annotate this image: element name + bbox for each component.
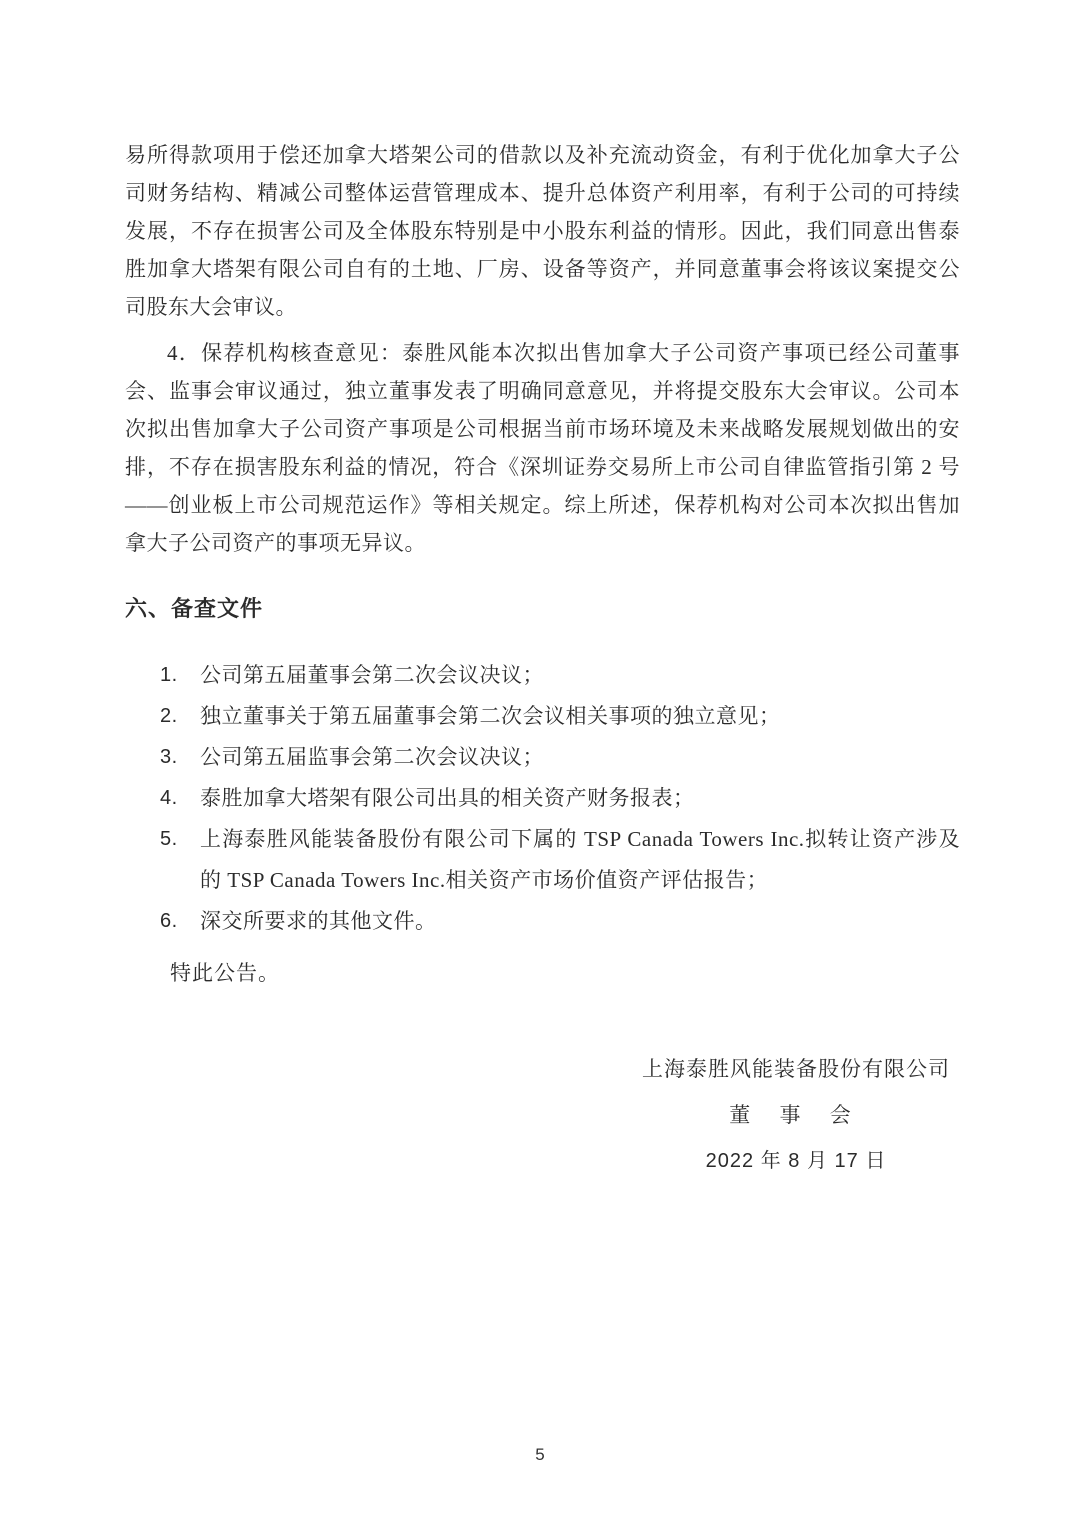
list-item — [125, 901, 960, 942]
list-item-text: 公司第五届监事会第二次会议决议； — [200, 745, 544, 769]
list-item-text: 泰胜加拿大塔架有限公司出具的相关资产财务报表； — [200, 786, 695, 810]
list-item-number: 4. — [160, 787, 178, 809]
list-item-number: 1. — [160, 664, 178, 686]
document-content — [125, 136, 960, 1184]
section-heading-reference-documents: 六、备查文件 — [125, 596, 264, 621]
list-item — [125, 696, 960, 737]
paragraph-sponsor-opinion: 4．保荐机构核查意见：泰胜风能本次拟出售加拿大子公司资产事项已经公司董事会、监事会审议通过，独立董事发表了明确同意意见，并将提交股东大会审议。公司本次拟出售加拿大子公司资产事项是公司根据当前市场环境及未来战略发展规划做出的安排，不存在损害股东利益的情况，符合《深圳证券交易所上市公司自律监管指引第 2 号——创业板上市公司规范运作》等相关规定。综上所述，保荐机构对公司本次拟出售加拿大子公司资产的事项无异议。 — [125, 341, 960, 555]
list-item — [125, 737, 960, 778]
list-item-number: 2. — [160, 705, 178, 727]
signature-date: 2022 年 8 月 17 日 — [705, 1150, 887, 1172]
list-item-text: 独立董事关于第五届董事会第二次会议相关事项的独立意见； — [200, 704, 781, 728]
signature-block — [642, 1046, 950, 1184]
list-item — [125, 778, 960, 819]
reference-documents-list — [125, 655, 960, 942]
paragraph-continuation: 易所得款项用于偿还加拿大塔架公司的借款以及补充流动资金，有利于优化加拿大子公司财务结构、精减公司整体运营管理成本、提升总体资产利用率，有利于公司的可持续发展，不存在损害公司及全体股东特别是中小股东利益的情形。因此，我们同意出售泰胜加拿大塔架有限公司自有的土地、厂房、设备等资产，并同意董事会将该议案提交公司股东大会审议。 — [125, 143, 960, 319]
list-item-number: 6. — [160, 910, 178, 932]
list-item-text: 上海泰胜风能装备股份有限公司下属的 TSP Canada Towers Inc.拟转让资产涉及的 TSP Canada Towers Inc.相关资产市场价值资产评估报告； — [200, 827, 960, 892]
list-item-text: 深交所要求的其他文件。 — [200, 909, 437, 933]
signature-company-name: 上海泰胜风能装备股份有限公司 — [642, 1057, 950, 1081]
list-item — [125, 819, 960, 901]
signature-board-of-directors: 董 事 会 — [729, 1103, 863, 1127]
list-item-number: 3. — [160, 746, 178, 768]
list-item-text: 公司第五届董事会第二次会议决议； — [200, 663, 544, 687]
page-number: 5 — [535, 1445, 545, 1464]
closing-statement: 特此公告。 — [170, 961, 280, 985]
list-item — [125, 655, 960, 696]
list-item-number: 5. — [160, 828, 178, 850]
